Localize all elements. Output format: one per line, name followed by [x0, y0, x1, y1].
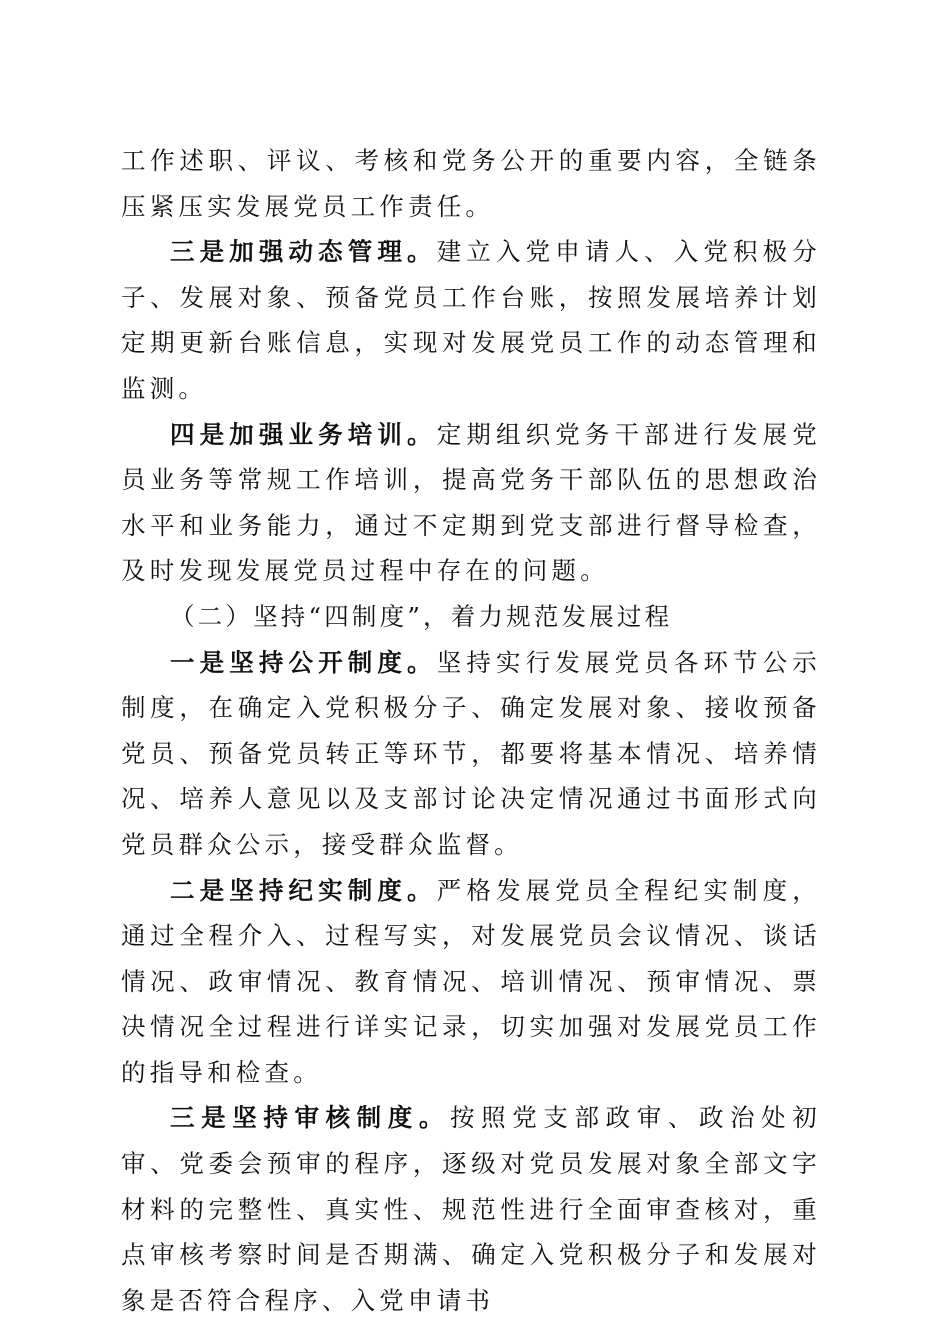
paragraph-body: 工作述职、评议、考核和党务公开的重要内容，全链条压紧压实发展党员工作责任。	[121, 146, 821, 221]
document-body	[121, 138, 821, 1323]
paragraph-lead: 三是加强动态管理。	[170, 237, 437, 267]
paragraph-dynamic-management	[121, 229, 821, 411]
paragraph-body: 定期组织党务干部进行发展党员业务等常规工作培训，提高党务干部队伍的思想政治水平和业务能力，通过不定期到党支部进行督导检查，及时发现发展党员过程中存在的问题。	[121, 419, 821, 586]
paragraph-business-training	[121, 412, 821, 594]
paragraph-lead: 二是坚持纪实制度。	[170, 875, 437, 905]
paragraph-body: 建立入党申请人、入党积极分子、发展对象、预备党员工作台账，按照发展培养计划定期更新台账信息，实现对发展党员工作的动态管理和监测。	[121, 237, 821, 403]
paragraph-continuation	[121, 138, 821, 229]
paragraph-review-system	[121, 1095, 821, 1323]
paragraph-body: 严格发展党员全程纪实制度，通过全程介入、过程写实，对发展党员会议情况、谈话情况、政审情况、教育情况、培训情况、预审情况、票决情况全过程进行详实记录，切实加强对发展党员工作的指导和检查。	[121, 875, 821, 1087]
paragraph-lead: 四是加强业务培训。	[170, 419, 437, 449]
section-heading	[121, 594, 821, 640]
section-heading-text: （二）坚持“四制度”，着力规范发展过程	[170, 601, 673, 631]
paragraph-body: 坚持实行发展党员各环节公示制度，在确定入党积极分子、确定发展对象、接收预备党员、预备党员转正等环节，都要将基本情况、培养情况、培养人意见以及支部讨论决定情况通过书面形式向党员群众公示，接受群众监督。	[121, 647, 821, 859]
paragraph-record-system	[121, 868, 821, 1096]
paragraph-open-system	[121, 640, 821, 868]
paragraph-lead: 三是坚持审核制度。	[170, 1103, 451, 1133]
paragraph-lead: 一是坚持公开制度。	[170, 647, 437, 677]
paragraph-body: 按照党支部政审、政治处初审、党委会预审的程序，逐级对党员发展对象全部文字材料的完整性、真实性、规范性进行全面审查核对，重点审核考察时间是否期满、确定入党积极分子和发展对象是否符合程序、入党申请书	[121, 1103, 821, 1315]
